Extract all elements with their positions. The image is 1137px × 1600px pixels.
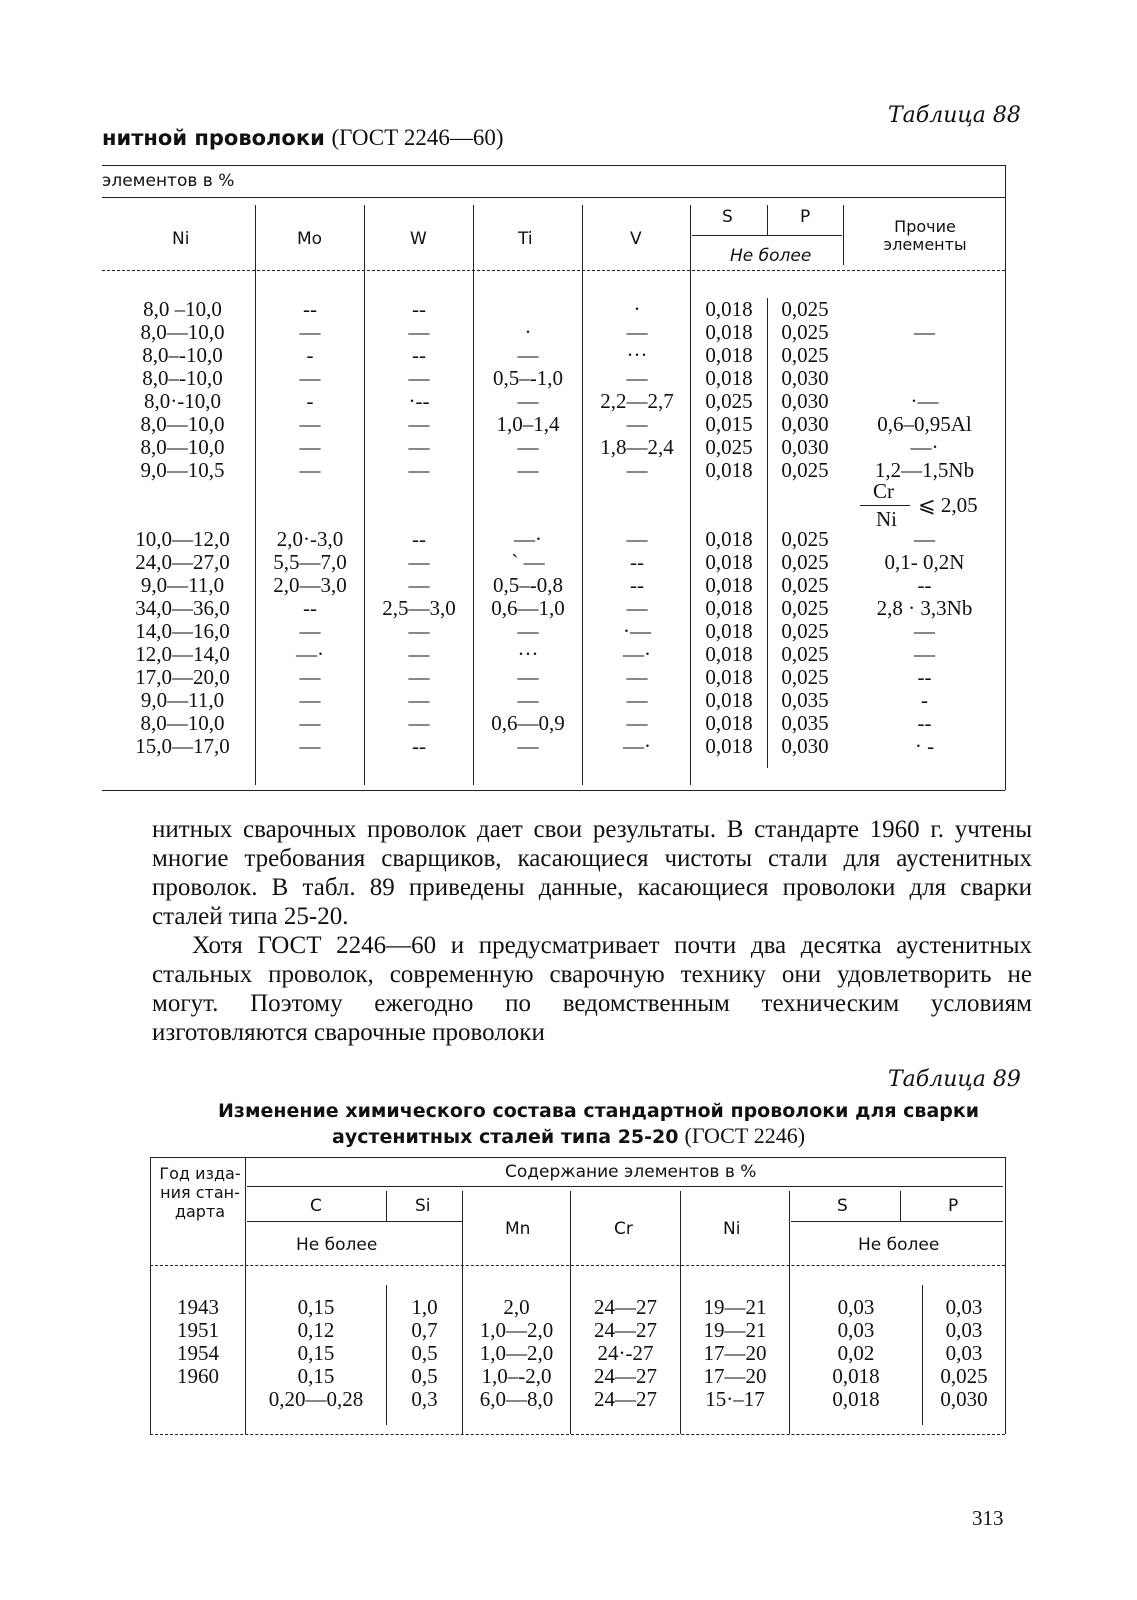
table-cell: — xyxy=(299,711,321,735)
table-cell: -- xyxy=(303,297,317,321)
table-cell: —· xyxy=(623,734,651,758)
table-cell: 0,6—1,0 xyxy=(491,596,565,620)
table-cell: 8,0–-10,0 xyxy=(142,343,223,367)
t89-column-s xyxy=(791,1296,921,1411)
table-cell: — xyxy=(626,711,648,735)
t89-col-sep xyxy=(386,1191,387,1221)
table-cell: 0,018 xyxy=(832,1364,880,1388)
table-cell: — xyxy=(626,527,648,551)
table-cell: 0,018 xyxy=(705,343,753,367)
table-cell: 2,0 xyxy=(503,1295,530,1319)
table-cell: 0,5–-0,8 xyxy=(493,573,563,597)
t88-header-mo: Mo xyxy=(297,229,323,249)
t89-header-ne-bolee-left: Не более xyxy=(296,1235,378,1255)
table-88-title xyxy=(102,125,504,151)
title-line2-gost: (ГОСТ 2246) xyxy=(684,1123,806,1148)
table-cell: 0,018 xyxy=(705,458,753,482)
t88-header-w: W xyxy=(410,229,427,249)
table-cell: — xyxy=(626,665,648,689)
table-cell: 0,018 xyxy=(705,688,753,712)
table-cell: · xyxy=(524,320,532,344)
table-cell xyxy=(258,482,362,505)
table-cell: 0,3 xyxy=(411,1387,438,1411)
table-cell: 2,8 · 3,3Nb xyxy=(876,596,973,620)
table-cell: 2,5—3,0 xyxy=(382,596,456,620)
table-cell xyxy=(846,298,1003,321)
table-cell: — xyxy=(299,619,321,643)
table-cell: 34,0—36,0 xyxy=(135,596,230,620)
table-cell: 19—21 xyxy=(703,1318,767,1342)
t89-header-p: P xyxy=(948,1196,959,1216)
table-cell: — xyxy=(914,320,935,344)
table-cell: — xyxy=(626,366,648,390)
table-cell: 19—21 xyxy=(703,1295,767,1319)
table-cell: 0,018 xyxy=(705,711,753,735)
table-cell: — xyxy=(626,458,648,482)
t88-header-s: S xyxy=(722,207,733,227)
t89-column-cr xyxy=(572,1296,679,1411)
table-cell: 0,025 xyxy=(781,665,829,689)
table-cell: — xyxy=(517,665,539,689)
table-cell: — xyxy=(408,688,430,712)
table-cell: 2,0—3,0 xyxy=(273,573,347,597)
table-cell: — xyxy=(517,389,539,413)
table-89-title-line1: Изменение химического состава стандартной проволоки для сварки xyxy=(218,1100,980,1122)
table-cell: 0,035 xyxy=(781,711,829,735)
t88-column-w xyxy=(367,298,471,758)
table-cell: 1960 xyxy=(177,1364,219,1388)
t89-header-si: Si xyxy=(415,1196,431,1216)
table-cell: — xyxy=(408,711,430,735)
table-cell: — xyxy=(408,573,430,597)
table-cell: 0,03 xyxy=(837,1295,875,1319)
t88-column-mo xyxy=(258,298,362,758)
table-cell: 0,025 xyxy=(781,596,829,620)
t88-col-sep xyxy=(690,205,691,785)
table-cell: 0,018 xyxy=(832,1387,880,1411)
table-cell: 0,025 xyxy=(781,320,829,344)
table-cell: — xyxy=(408,665,430,689)
table-cell: 0,018 xyxy=(705,573,753,597)
table-cell: 0,025 xyxy=(781,343,829,367)
table-cell: — xyxy=(408,366,430,390)
table-cell: — xyxy=(299,412,321,436)
t88-column-p xyxy=(768,298,842,758)
table-cell xyxy=(476,298,580,321)
rule-top xyxy=(102,165,1005,166)
table-cell: 15,0—17,0 xyxy=(135,734,230,758)
t88-bottom-rule xyxy=(102,790,1005,791)
table-cell: ··· xyxy=(517,642,539,666)
table-cell: - xyxy=(921,688,928,712)
table-cell: - xyxy=(306,343,314,367)
table-cell: — xyxy=(517,688,539,712)
t89-col-sep xyxy=(245,1157,246,1434)
table-cell: — xyxy=(914,527,935,551)
table-cell: — xyxy=(517,734,539,758)
table-cell xyxy=(367,482,471,505)
table-cell: 17—20 xyxy=(703,1341,767,1365)
table-cell: 1954 xyxy=(177,1341,219,1365)
table-cell: 0,025 xyxy=(781,573,829,597)
t88-header-ti: Ti xyxy=(518,229,533,249)
title-line2-main: аустенитных сталей типа 25-20 xyxy=(332,1126,679,1148)
t88-column-other xyxy=(846,298,1003,758)
t89-col-sep xyxy=(570,1191,571,1434)
t88-column-ti xyxy=(476,298,580,758)
t89-header-ne-bolee-right: Не более xyxy=(858,1235,940,1255)
table-cell: -- xyxy=(917,665,932,689)
table-cell: 9,0—10,5 xyxy=(140,458,225,482)
table-cell xyxy=(258,505,362,528)
table-cell: —· xyxy=(296,642,324,666)
table-cell: — xyxy=(914,619,935,643)
table-cell: — xyxy=(517,458,539,482)
table-88-label: Таблица 88 xyxy=(888,103,1021,128)
table-cell: 17,0—20,0 xyxy=(135,665,230,689)
table-cell: 0,03 xyxy=(945,1295,983,1319)
t89-header-c: C xyxy=(310,1196,322,1216)
table-cell: 0,030 xyxy=(781,412,829,436)
table-cell: 9,0—11,0 xyxy=(140,573,225,597)
table-cell: -- xyxy=(630,550,644,574)
table-cell: —· xyxy=(514,527,542,551)
table-cell: 17—20 xyxy=(703,1364,767,1388)
table-cell: -- xyxy=(412,297,426,321)
table-cell: 0,030 xyxy=(940,1387,988,1411)
table-cell xyxy=(768,482,842,505)
t88-header-ne-bolee: Не более xyxy=(730,246,812,266)
table-cell: -- xyxy=(630,573,644,597)
table-cell: — xyxy=(914,642,935,666)
table-cell xyxy=(152,1388,244,1411)
table-cell: ··· xyxy=(626,343,648,367)
table-cell: 0,018 xyxy=(705,550,753,574)
table-cell: - xyxy=(306,389,314,413)
table-cell: 0,018 xyxy=(705,642,753,666)
table-cell xyxy=(692,482,766,505)
table-cell: ` — xyxy=(511,550,545,574)
table-cell: · xyxy=(633,297,641,321)
table-cell: 8,0—10,0 xyxy=(140,435,225,459)
table-cell: —· xyxy=(623,642,651,666)
t88-header-other: Прочие элементы xyxy=(883,217,967,254)
table-cell xyxy=(367,505,471,528)
t89-col-sep xyxy=(789,1191,790,1434)
table-cell: — xyxy=(299,688,321,712)
table-cell: ·— xyxy=(623,619,651,643)
t89-column-mn xyxy=(464,1296,569,1411)
table-cell: 12,0—14,0 xyxy=(135,642,230,666)
t88-col-sep xyxy=(473,205,474,785)
table-cell: — xyxy=(626,412,648,436)
table-cell xyxy=(692,505,766,528)
table-cell: · - xyxy=(914,734,935,758)
table-cell: 0,035 xyxy=(781,688,829,712)
table-cell: 24—27 xyxy=(594,1318,657,1342)
table-cell: 0,025 xyxy=(940,1364,988,1388)
t88-col-sep xyxy=(843,205,844,265)
t89-top-rule xyxy=(150,1157,1005,1158)
table-cell: 0,025 xyxy=(705,389,753,413)
title-gost: (ГОСТ 2246—60) xyxy=(331,125,504,150)
table-cell: — xyxy=(408,435,430,459)
table-cell: 0,5–-1,0 xyxy=(493,366,563,390)
t89-header-content: Содержание элементов в % xyxy=(505,1162,757,1182)
table-cell: —· xyxy=(910,435,939,459)
table-cell: 0,03 xyxy=(945,1341,983,1365)
table-cell: 0,20—0,28 xyxy=(268,1387,364,1411)
table-cell: — xyxy=(408,642,430,666)
table-cell: — xyxy=(517,343,539,367)
t88-header-ni: Ni xyxy=(172,229,190,249)
table-cell: 0,025 xyxy=(781,527,829,551)
table-cell: 8,0—10,0 xyxy=(140,320,225,344)
paragraph-2: Хотя ГОСТ 2246—60 и предусматривает почти два десятка аустенитных стальных проволок, современную сварочную технику они удовлетворить не могут. Поэтому ежегодно по ведомственным техническим условиям изготовляются сварочные проволоки xyxy=(152,932,1032,1046)
table-cell: 0,1- 0,2N xyxy=(884,550,965,574)
table-cell: 0,15 xyxy=(297,1341,335,1365)
table-cell: 0,5 xyxy=(411,1364,438,1388)
table-cell: — xyxy=(299,435,321,459)
t89-column-c xyxy=(247,1296,385,1411)
table-cell: 0,025 xyxy=(781,642,829,666)
table-cell: 1,0–1,4 xyxy=(496,412,560,436)
table-cell: 24—27 xyxy=(594,1295,657,1319)
t88-col-sep xyxy=(767,205,768,235)
t88-right-border xyxy=(1005,165,1006,790)
table-cell: 8,0 –10,0 xyxy=(143,297,222,321)
table-cell: 6,0—8,0 xyxy=(479,1387,554,1411)
table-cell: — xyxy=(626,320,648,344)
table-cell: 10,0—12,0 xyxy=(135,527,230,551)
table-cell: 0,15 xyxy=(297,1295,335,1319)
t89-left-border xyxy=(150,1157,151,1434)
table-cell: 1,0–-2,0 xyxy=(481,1364,552,1388)
table-cell xyxy=(110,505,255,528)
table-cell: 0,12 xyxy=(297,1318,335,1342)
table-cell: -- xyxy=(917,711,932,735)
t89-col-sep xyxy=(462,1191,463,1434)
table-cell: 0,02 xyxy=(837,1341,875,1365)
table-cell: ·-- xyxy=(408,389,430,413)
table-cell: 0,6—0,9 xyxy=(491,711,565,735)
table-cell xyxy=(476,482,580,505)
table-cell: 14,0—16,0 xyxy=(135,619,230,643)
table-cell: -- xyxy=(412,527,426,551)
table-cell: 0,03 xyxy=(945,1318,983,1342)
ratio-denominator: Ni xyxy=(876,507,897,531)
table-cell: 0,025 xyxy=(705,435,753,459)
t89-csi-rule xyxy=(247,1221,462,1222)
table-cell: ·— xyxy=(910,389,939,413)
t89-column-si xyxy=(388,1296,461,1411)
page-number: 313 xyxy=(972,1506,1004,1530)
table-cell: 0,018 xyxy=(705,619,753,643)
table-cell: 1943 xyxy=(177,1295,219,1319)
t89-header-bottom-rule xyxy=(150,1265,1005,1266)
t88-header-top-rule xyxy=(102,197,1005,198)
table-cell xyxy=(585,482,689,505)
table-cell: — xyxy=(517,619,539,643)
table-cell: 0,030 xyxy=(781,435,829,459)
table-cell: — xyxy=(408,412,430,436)
table-cell: — xyxy=(299,458,321,482)
table-cell: 15·–17 xyxy=(705,1387,765,1411)
table-cell: 5,5—7,0 xyxy=(273,550,347,574)
table-cell xyxy=(846,344,1003,367)
table-cell: 0,018 xyxy=(705,665,753,689)
table-cell: 0,030 xyxy=(781,389,829,413)
t89-column-ni xyxy=(682,1296,788,1411)
table-cell xyxy=(768,505,842,528)
table-cell xyxy=(846,367,1003,390)
table-cell xyxy=(585,505,689,528)
table-cell: — xyxy=(626,688,648,712)
table-89-title-line2 xyxy=(332,1123,805,1149)
table-cell: 0,018 xyxy=(705,734,753,758)
ratio-numerator: Cr xyxy=(873,479,894,503)
table-cell: 1951 xyxy=(177,1318,219,1342)
title-fragment: нитной проволоки xyxy=(102,126,325,150)
table-cell: 2,2—2,7 xyxy=(600,389,674,413)
table-cell: 0,018 xyxy=(705,320,753,344)
table-cell: 0,025 xyxy=(781,550,829,574)
t88-column-v xyxy=(585,298,689,758)
t88-header-p: P xyxy=(800,207,811,227)
table-cell: 8,0·-10,0 xyxy=(144,389,221,413)
t89-subheader-rule xyxy=(247,1186,1003,1187)
t88-column-s xyxy=(692,298,766,758)
t88-column-ni xyxy=(110,298,255,758)
table-89-label: Таблица 89 xyxy=(888,1067,1021,1092)
table-cell: — xyxy=(299,665,321,689)
t89-col-sep xyxy=(386,1285,387,1425)
table-cell: 1,0—2,0 xyxy=(479,1318,554,1342)
table-cell: 24,0—27,0 xyxy=(135,550,230,574)
table-cell: 1,0 xyxy=(411,1295,438,1319)
table-cell: 0,018 xyxy=(705,297,753,321)
paragraph-1: нитных сварочных проволок дает свои результаты. В стандарте 1960 г. учтены многие требования сварщиков, касающиеся чистоты стали для аустенитных проволок. В табл. 89 приведены данные, касающиеся проволоки для сварки сталей типа 25-20. xyxy=(152,816,1032,930)
t89-sp-rule xyxy=(791,1221,1003,1222)
table-cell: 0,7 xyxy=(411,1318,438,1342)
table-cell: — xyxy=(626,596,648,620)
table-cell: — xyxy=(408,619,430,643)
table-cell xyxy=(110,482,255,505)
table-cell: 0,015 xyxy=(705,412,753,436)
ratio-relation: ⩽ 2,05 xyxy=(918,493,978,517)
table-cell: 0,018 xyxy=(705,527,753,551)
t89-header-mn: Mn xyxy=(505,1219,531,1239)
table-cell: 0,025 xyxy=(781,458,829,482)
t89-bottom-rule xyxy=(150,1434,1005,1435)
t88-header-v: V xyxy=(630,229,642,249)
table-cell: 2,0·-3,0 xyxy=(276,527,344,551)
table-cell: 1,8—2,4 xyxy=(600,435,674,459)
t88-col-sep xyxy=(582,205,583,785)
t88-header-bottom-rule xyxy=(102,270,1005,271)
table-cell: — xyxy=(299,734,321,758)
table-cell: 0,03 xyxy=(837,1318,875,1342)
t89-header-year: Год изда- ния стан- дарта xyxy=(159,1164,241,1221)
table-cell: 24·-27 xyxy=(597,1341,654,1365)
table-cell: 0,018 xyxy=(705,366,753,390)
table-cell: -- xyxy=(303,596,317,620)
table-cell: 1,2—1,5Nb xyxy=(874,458,975,482)
t89-header-ni: Ni xyxy=(723,1219,741,1239)
table-cell xyxy=(476,505,580,528)
units-fragment: элементов в % xyxy=(102,171,235,191)
t89-right-border xyxy=(1005,1157,1006,1434)
table-cell: — xyxy=(408,458,430,482)
table-cell: 0,025 xyxy=(781,619,829,643)
table-cell: -- xyxy=(412,734,426,758)
table-cell: 8,0–-10,0 xyxy=(142,366,223,390)
table-cell: 0,5 xyxy=(411,1341,438,1365)
table-cell: 0,15 xyxy=(297,1364,335,1388)
t89-col-sep xyxy=(680,1191,681,1434)
table-cell: 0,030 xyxy=(781,366,829,390)
table-cell: 24—27 xyxy=(594,1387,657,1411)
t89-header-s: S xyxy=(837,1196,848,1216)
table-cell: — xyxy=(408,320,430,344)
table-cell: 24—27 xyxy=(594,1364,657,1388)
t88-col-sep xyxy=(255,205,256,785)
table-cell: -- xyxy=(412,343,426,367)
t88-col-sep xyxy=(364,205,365,785)
t89-header-cr: Cr xyxy=(614,1219,633,1239)
table-cell: — xyxy=(299,366,321,390)
table-cell: 9,0—11,0 xyxy=(140,688,225,712)
ratio-bar xyxy=(860,505,910,506)
table-cell: 0,018 xyxy=(705,596,753,620)
table-cell: — xyxy=(408,550,430,574)
table-cell: 0,030 xyxy=(781,734,829,758)
t89-col-sep xyxy=(922,1285,923,1425)
table-cell: 1,0—2,0 xyxy=(479,1341,554,1365)
table-cell: 8,0—10,0 xyxy=(140,711,225,735)
table-cell: 8,0—10,0 xyxy=(140,412,225,436)
table-cell: 0,6–0,95Al xyxy=(877,412,972,436)
table-cell: -- xyxy=(917,573,932,597)
t89-col-sep xyxy=(900,1191,901,1221)
t88-sp-rule xyxy=(692,235,842,236)
t89-column-p xyxy=(924,1296,1004,1411)
table-cell: 0,025 xyxy=(781,297,829,321)
table-cell: — xyxy=(517,435,539,459)
t89-column-year xyxy=(152,1296,244,1411)
table-cell: — xyxy=(299,320,321,344)
